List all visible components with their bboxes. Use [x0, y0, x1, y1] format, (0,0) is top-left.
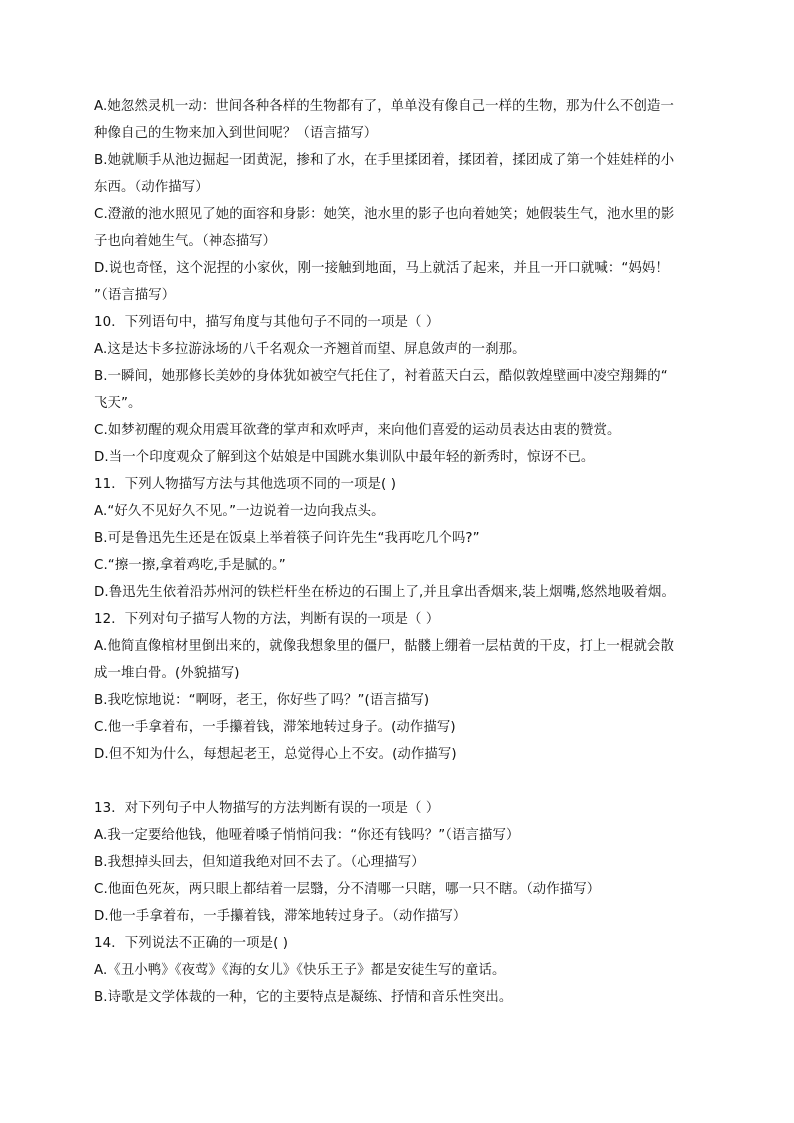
text-line: B.可是鲁迅先生还是在饭桌上举着筷子问许先生“我再吃几个吗?” [94, 531, 480, 546]
text-line: 13．对下列句子中人物描写的方法判断有误的一项是（ ） [94, 801, 440, 816]
text-line: B.诗歌是文学体裁的一种，它的主要特点是凝练、抒情和音乐性突出。 [94, 990, 513, 1005]
text-line: 成一堆白骨。(外貌描写) [94, 666, 240, 681]
text-line: 子也向着她生气。（神态描写） [94, 234, 277, 249]
text-line: C.澄澈的池水照见了她的面容和身影：她笑，池水里的影子也向着她笑；她假装生气，池水里的影 [94, 207, 675, 222]
text-line: B.她就顺手从池边掘起一团黄泥，掺和了水，在手里揉团着，揉团着，揉团成了第一个娃娃样的小 [94, 153, 675, 168]
text-line: B.我想掉头回去，但知道我绝对回不去了。（心理描写） [94, 855, 425, 870]
text-line: 种像自己的生物来加入到世间呢？（语言描写） [94, 126, 378, 141]
text-line: D.鲁迅先生依着沿苏州河的铁栏杆坐在桥边的石围上了,并且拿出香烟来,装上烟嘴,悠然地吸着烟。 [94, 585, 675, 600]
text-line: ”（语言描写） [94, 288, 176, 303]
text-line: A.《丑小鸭》《夜莺》《海的女儿》《快乐王子》都是安徒生写的童话。 [94, 963, 506, 978]
text-line: D.他一手拿着布，一手攥着钱，滞笨地转过身子。（动作描写） [94, 909, 467, 924]
text-line: 12．下列对句子描写人物的方法，判断有误的一项是（ ） [94, 612, 440, 627]
text-line: A.“好久不见好久不见。”一边说着一边向我点头。 [94, 504, 385, 519]
blank-line [94, 768, 704, 795]
text-line: C.他面色死灰，两只眼上都结着一层翳，分不清哪一只瞎，哪一只不瞎。（动作描写） [94, 882, 601, 897]
text-line: 东西。（动作描写） [94, 180, 209, 195]
text-line: D.当一个印度观众了解到这个姑娘是中国跳水集训队中最年轻的新秀时，惊讶不已。 [94, 450, 595, 465]
text-line: D.但不知为什么，每想起老王，总觉得心上不安。(动作描写) [94, 747, 457, 762]
text-line: C.“擦一擦,拿着鸡吃,手是腻的。” [94, 558, 286, 573]
text-line: C.如梦初醒的观众用震耳欲聋的掌声和欢呼声，来向他们喜爱的运动员表达由衷的赞赏。 [94, 423, 621, 438]
text-line: A.我一定要给他钱，他哑着嗓子悄悄问我：“你还有钱吗？”（语言描写） [94, 828, 520, 843]
text-line: C.他一手拿着布，一手攥着钱，滞笨地转过身子。(动作描写) [94, 720, 456, 735]
text-line: 11．下列人物描写方法与其他选项不同的一项是( ) [94, 477, 397, 492]
text-line: A.她忽然灵机一动：世间各种各样的生物都有了，单单没有像自己一样的生物，那为什么不创造一 [94, 99, 674, 114]
text-line: 10．下列语句中，描写角度与其他句子不同的一项是（ ） [94, 315, 440, 330]
text-line: B.一瞬间，她那修长美妙的身体犹如被空气托住了，衬着蓝天白云，酷似敦煌壁画中凌空翔舞的“ [94, 369, 668, 384]
text-line: 飞天”。 [94, 396, 142, 411]
text-line: B.我吃惊地说：“啊呀，老王，你好些了吗？”(语言描写) [94, 693, 430, 708]
text-line: A.这是达卡多拉游泳场的八千名观众一齐翘首而望、屏息敛声的一刹那。 [94, 342, 526, 357]
text-line: 14．下列说法不正确的一项是( ) [94, 936, 289, 951]
text-line: A.他简直像棺材里倒出来的，就像我想象里的僵尸，骷髅上绷着一层枯黄的干皮，打上一棍就会散 [94, 639, 674, 654]
text-line: D.说也奇怪，这个泥捏的小家伙，刚一接触到地面，马上就活了起来，并且一开口就喊：“妈妈！ [94, 261, 669, 276]
document-body [94, 93, 704, 1011]
